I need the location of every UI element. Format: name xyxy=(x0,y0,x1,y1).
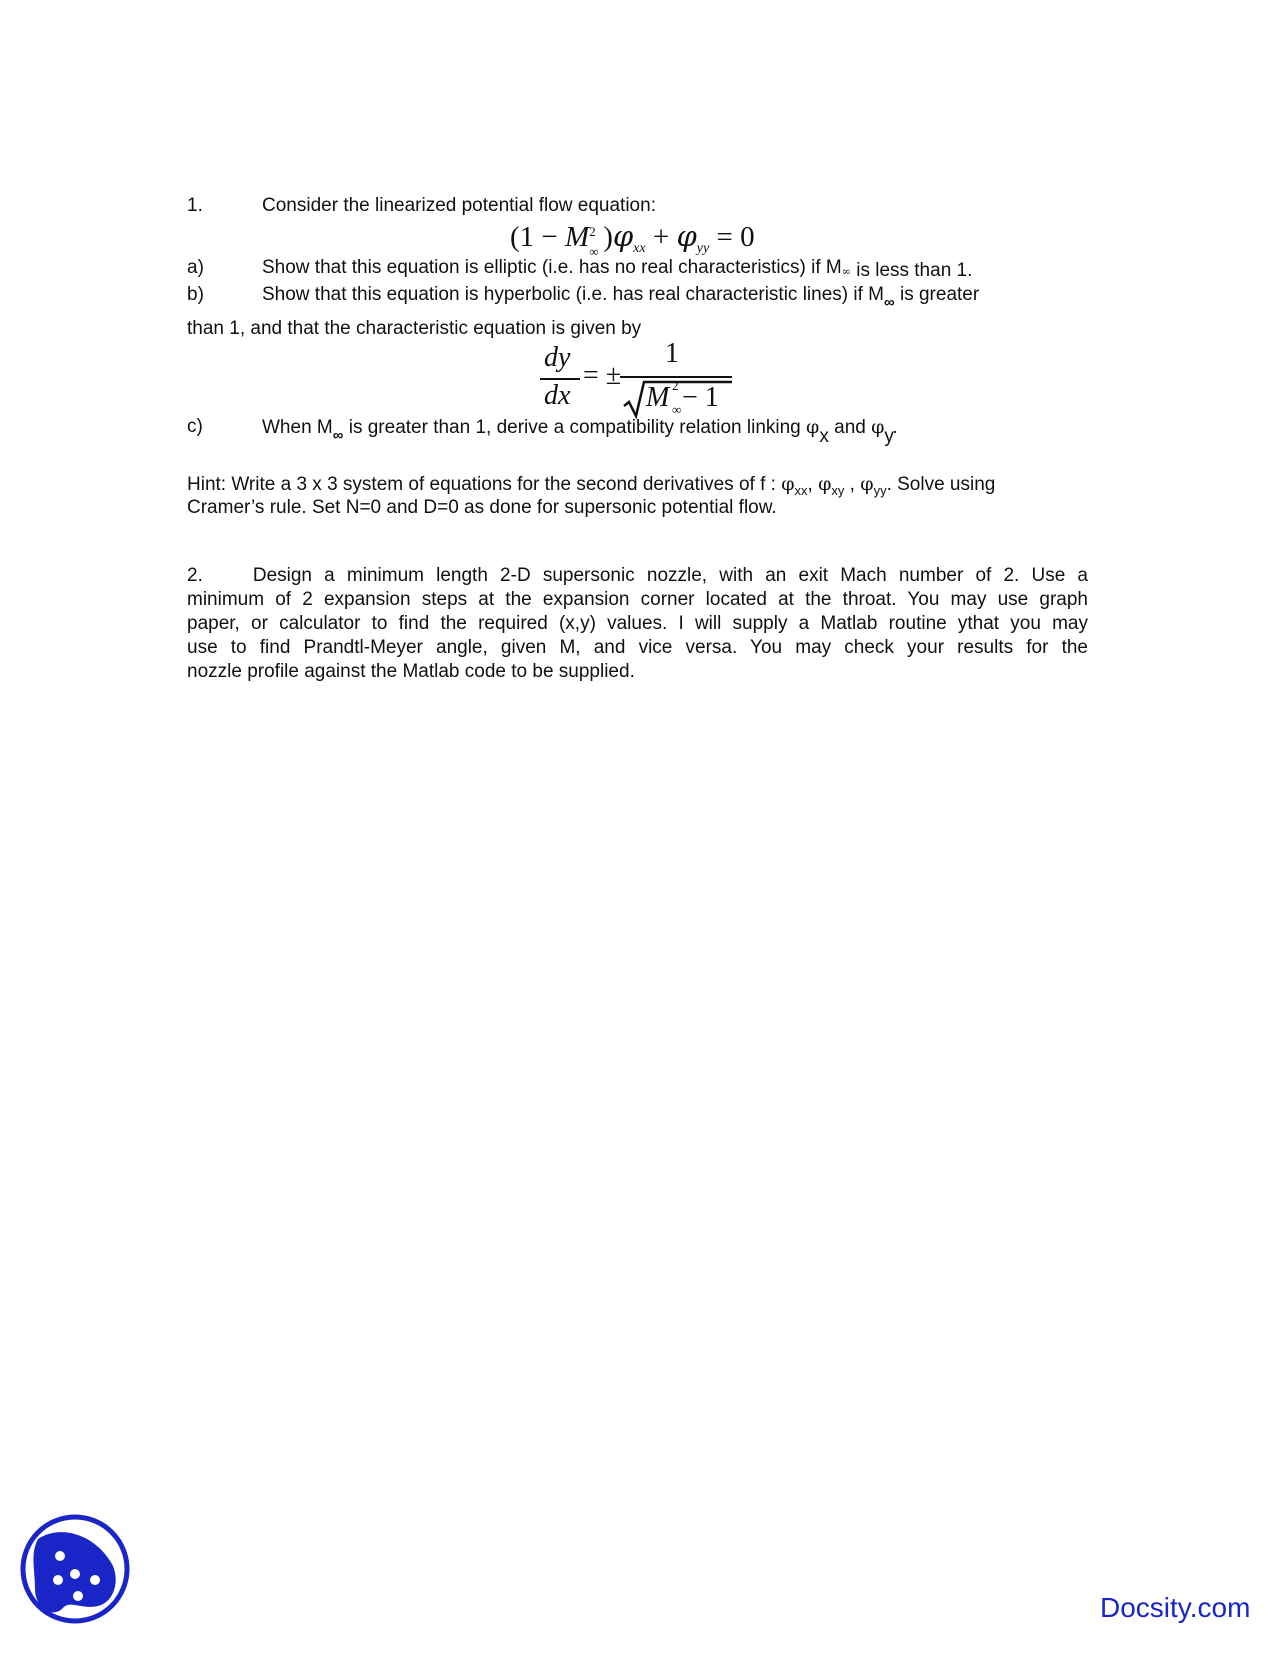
part-c-phi-y: φ xyxy=(871,416,885,438)
eq-phi-yy-sub: yy xyxy=(696,241,710,256)
part-c-sub: ∞ xyxy=(332,427,344,444)
eq-M: M xyxy=(565,221,590,253)
part-c-text xyxy=(262,415,898,447)
part-c-label: c) xyxy=(187,416,203,437)
hint-phi-xy: φ xyxy=(818,473,832,495)
hint-sep-1: , xyxy=(807,474,819,495)
part-b-text xyxy=(262,283,980,311)
eq-M-sub: ∞ xyxy=(589,244,599,259)
hint-phi-yy-sub: yy xyxy=(873,483,887,498)
problem-2-paragraph xyxy=(187,564,1088,684)
hint-text-a: Hint: Write a 3 x 3 system of equations for the second derivatives of f : xyxy=(187,474,782,495)
eq-close: ) xyxy=(603,221,613,253)
hint-line-1 xyxy=(187,472,995,498)
hint-phi-yy: φ xyxy=(860,473,874,495)
eq-rhs: = 0 xyxy=(709,221,755,253)
hint-sep-2: , xyxy=(844,474,861,495)
problem-2-row-3: paper, or calculator to find the required (x,y) values. I will supply a Matlab routine ythat you may xyxy=(187,613,1088,634)
hint-text-b: . Solve using xyxy=(886,474,996,495)
eq-phi-yy: φ xyxy=(676,219,697,253)
problem-2-row-1-text: Design a minimum length 2-D supersonic nozzle, with an exit Mach number of 2. Use a xyxy=(252,565,1088,586)
part-b-body: Show that this equation is hyperbolic (i.e. has real characteristic lines) if M xyxy=(262,284,884,305)
part-b-label: b) xyxy=(187,284,204,305)
char-eq-dy: dy xyxy=(544,342,571,373)
part-a-label: a) xyxy=(187,257,204,278)
problem-2-number: 2. xyxy=(187,565,203,586)
part-c-phi-y-sub: y xyxy=(884,426,893,447)
characteristic-equation xyxy=(540,338,740,418)
part-a-text xyxy=(262,256,972,282)
char-eq-M: M xyxy=(646,382,670,413)
hint-phi-xx-sub: xx xyxy=(794,483,808,498)
char-eq-M-sub: ∞ xyxy=(672,402,682,417)
part-c-end: . xyxy=(892,417,898,438)
problem-1-number: 1. xyxy=(187,195,203,216)
part-c-body: is greater than 1, derive a compatibility relation linking xyxy=(343,417,807,438)
char-eq-M-sup: 2 xyxy=(672,378,679,393)
hint-phi-xx: φ xyxy=(781,473,795,495)
eq-M-sup: 2 xyxy=(589,224,596,239)
problem-1-intro: Consider the linearized potential flow equation: xyxy=(262,195,656,216)
docsity-brand-link[interactable]: Docsity.com xyxy=(1100,1592,1251,1623)
problem-2-row-1 xyxy=(187,564,1088,588)
part-a-body: Show that this equation is elliptic (i.e. has no real characteristics) if M xyxy=(262,257,842,278)
eq-phi-xx: φ xyxy=(612,219,634,253)
part-b-tail: is greater xyxy=(894,284,980,305)
eq-open: (1 − xyxy=(510,221,566,253)
char-eq-minus-one: − 1 xyxy=(682,382,719,413)
eq-phi-xx-sub: xx xyxy=(633,241,646,256)
eq-M-scripts xyxy=(589,224,603,259)
part-a-tail: is less than 1. xyxy=(850,260,973,281)
potential-flow-equation xyxy=(510,218,755,261)
part-c-and: and xyxy=(828,417,872,438)
part-c-phi-x-sub: x xyxy=(819,426,829,447)
problem-2-row-2: minimum of 2 expansion steps at the expansion corner located at the throat. You may use graph xyxy=(187,589,1088,610)
char-eq-plusminus: = ± xyxy=(583,360,622,391)
problem-2-row-5: nozzle profile against the Matlab code to be supplied. xyxy=(187,661,635,682)
char-eq-dx: dx xyxy=(544,380,571,411)
part-a-sub: ∞ xyxy=(841,265,851,278)
part-c-when: When M xyxy=(262,417,333,438)
eq-plus: + xyxy=(645,221,677,253)
hint-phi-xy-sub: xy xyxy=(831,483,845,498)
docsity-logo-icon[interactable] xyxy=(20,1514,130,1624)
problem-2-row-4: use to find Prandtl-Meyer angle, given M, and vice versa. You may check your results for the xyxy=(187,637,1088,658)
part-c-phi-x: φ xyxy=(806,416,820,438)
part-b-continuation: than 1, and that the characteristic equation is given by xyxy=(187,318,642,339)
char-eq-one: 1 xyxy=(665,338,679,369)
part-b-sub: ∞ xyxy=(884,294,895,311)
hint-line-2: Cramer’s rule. Set N=0 and D=0 as done for supersonic potential flow. xyxy=(187,497,777,518)
